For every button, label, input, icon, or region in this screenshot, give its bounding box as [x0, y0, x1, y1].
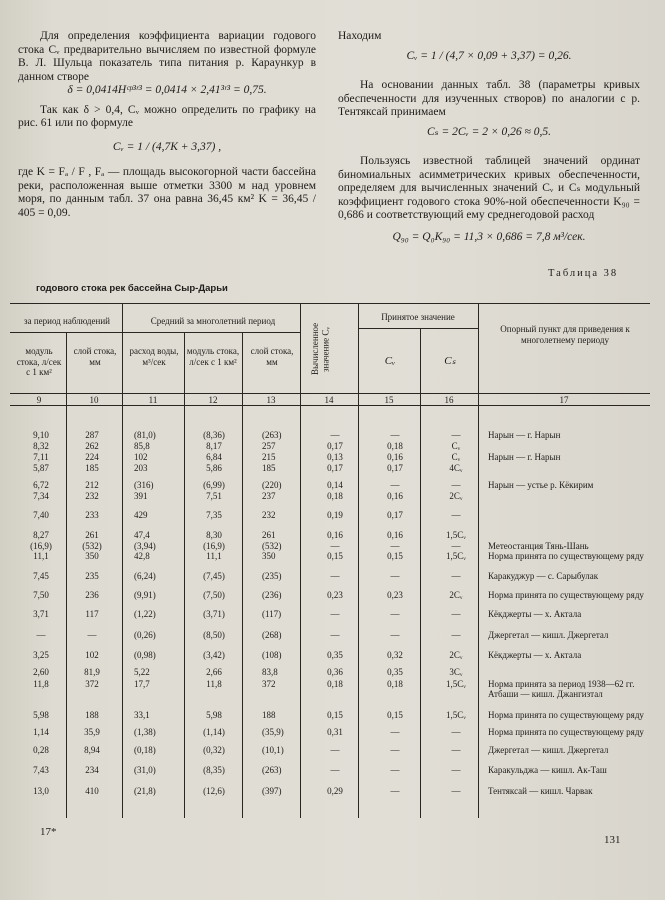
- table-cell: 1,5Cᵥ: [446, 679, 466, 689]
- paragraph: На основании данных табл. 38 (параметры кривых обеспеченности для изученных створов) по аналогии с р. Тентяксай принимаем: [338, 79, 640, 118]
- table-cell: (21,8): [134, 786, 156, 796]
- table-cell: 5,98: [206, 710, 222, 720]
- table-cell: Cᵥ: [451, 441, 461, 451]
- table-cell: 0,23: [327, 590, 343, 600]
- table-cell: 391: [134, 491, 148, 501]
- table-cell: 102: [85, 650, 99, 660]
- col-header-module: модуль стока, л/сек с 1 км²: [16, 346, 62, 377]
- table-cell: 0,16: [387, 491, 403, 501]
- table-cell: 5,98: [33, 710, 49, 720]
- table-cell: —: [330, 745, 340, 755]
- formula: Cₛ = 2Cᵥ = 2 × 0,26 ≈ 0,5.: [427, 125, 551, 138]
- table-cell: 188: [85, 710, 99, 720]
- table-cell: (81,0): [134, 430, 156, 440]
- table-cell: 6,72: [33, 480, 49, 490]
- reference-cell: Норма принята по существующему ряду: [488, 710, 644, 720]
- table-cell: 3,71: [33, 609, 49, 619]
- col-header-discharge: расход воды, м³/сек: [129, 346, 179, 367]
- table-cell: —: [451, 430, 461, 440]
- table-cell: 236: [85, 590, 99, 600]
- table-cell: —: [451, 765, 461, 775]
- table-cell: 17,7: [134, 679, 150, 689]
- table-cell: 185: [262, 463, 276, 473]
- table-top-rule: [10, 303, 650, 304]
- table-cell: 8,27: [33, 530, 49, 540]
- table-cell: (3,71): [203, 609, 225, 619]
- table-cell: 287: [85, 430, 99, 440]
- table-cell: 9,10: [33, 430, 49, 440]
- table-cell: 42,8: [134, 551, 150, 561]
- table-cell: —: [451, 727, 461, 737]
- table-cell: 1,14: [33, 727, 49, 737]
- reference-cell: Нарын — г. Нарын: [488, 452, 561, 462]
- table-cell: 3,25: [33, 650, 49, 660]
- table-cell: 203: [134, 463, 148, 473]
- table-cell: —: [451, 541, 461, 551]
- table-cell: (1,38): [134, 727, 156, 737]
- table-cell: 47,4: [134, 530, 150, 540]
- table-cell: 0,14: [327, 480, 343, 490]
- table-cell: (6,24): [134, 571, 156, 581]
- table-cell: 237: [262, 491, 276, 501]
- table-cell: 0,18: [387, 679, 403, 689]
- paragraph: где K = Fₐ / F , Fₐ — площадь высокогорной части бассейна реки, расположенная выше отметки 3300 м над уровнем моря, по данным табл. 37 она равна 36,45 км² K = 36,45 / 405 = 0,09.: [18, 166, 316, 219]
- table-cell: (268): [262, 630, 282, 640]
- table-cell: 232: [85, 491, 99, 501]
- col-number: 10: [89, 395, 99, 405]
- table-cell: 372: [262, 679, 276, 689]
- col-header-cs: Cₛ: [444, 355, 456, 367]
- reference-cell: Каракуджур — с. Сарыбулак: [488, 571, 599, 581]
- table-cell: 0,18: [327, 679, 343, 689]
- table-cell: 2,60: [33, 667, 49, 677]
- table-cell: —: [390, 541, 400, 551]
- reference-cell: Каракульджа — кишл. Ак-Таш: [488, 765, 607, 775]
- table-cell: 102: [134, 452, 148, 462]
- table-cell: 1,5Cᵥ: [446, 530, 466, 540]
- col-header-layer-longterm: слой стока, мм: [250, 346, 294, 367]
- table-cell: (3,94): [134, 541, 156, 551]
- reference-cell: Норма принята за период 1938—62 гг. Атбаши — кишл. Джангизтал: [488, 679, 635, 699]
- table-caption: Таблица 38: [548, 268, 619, 279]
- group-header-longterm: Средний за многолетний период: [150, 316, 276, 326]
- table-cell: —: [330, 630, 340, 640]
- table-cell: 11,1: [33, 551, 49, 561]
- table-cell: 2Cᵥ: [449, 590, 463, 600]
- col-number: 13: [266, 395, 276, 405]
- table-cell: 0,29: [327, 786, 343, 796]
- table-cell: —: [390, 430, 400, 440]
- paragraph: Пользуясь известной таблицей значений ординат биномиальных асимметрических кривых обеспеченности, определяем для вычисленных значений Cᵥ и Cₛ модульный коэффициент годового стока 90%-ной обеспеченности K₉₀ = 0,686 и соответствующий ему среднегодовой расход: [338, 155, 640, 221]
- table-cell: 0,17: [327, 463, 343, 473]
- table-cell: (16,9): [30, 541, 52, 551]
- table-cell: —: [330, 609, 340, 619]
- group-header-observation: за период наблюдений: [24, 316, 110, 326]
- table-cell: 5,22: [134, 667, 150, 677]
- table-cell: (263): [262, 430, 282, 440]
- table-cell: (117): [262, 609, 282, 619]
- table-cell: —: [390, 745, 400, 755]
- table-cell: 0,13: [327, 452, 343, 462]
- table-cell: 85,8: [134, 441, 150, 451]
- table-cell: —: [451, 609, 461, 619]
- table-cell: 0,18: [387, 441, 403, 451]
- column-rule: [358, 303, 359, 818]
- table-cell: 35,9: [84, 727, 100, 737]
- table-cell: (108): [262, 650, 282, 660]
- group-rule: [10, 332, 300, 333]
- table-cell: Cᵥ: [451, 452, 461, 462]
- table-cell: 6,84: [206, 452, 222, 462]
- table-cell: 13,0: [33, 786, 49, 796]
- table-cell: 4Cᵥ: [449, 463, 463, 473]
- reference-cell: Джергетал — кишл. Джергетал: [488, 745, 609, 755]
- table-cell: 5,87: [33, 463, 49, 473]
- table-cell: 117: [85, 609, 99, 619]
- table-cell: 372: [85, 679, 99, 689]
- table-cell: 188: [262, 710, 276, 720]
- table-cell: 257: [262, 441, 276, 451]
- reference-cell: Кёкджерты — х. Актала: [488, 650, 582, 660]
- table-cell: 7,11: [33, 452, 49, 462]
- table-cell: (31,0): [134, 765, 156, 775]
- col-number: 9: [36, 395, 42, 405]
- table-cell: (532): [82, 541, 102, 551]
- table-cell: 0,17: [327, 441, 343, 451]
- col-header-cv: Cᵥ: [384, 355, 396, 367]
- table-cell: 224: [85, 452, 99, 462]
- table-cell: —: [390, 480, 400, 490]
- table-cell: 0,28: [33, 745, 49, 755]
- table-cell: —: [451, 786, 461, 796]
- table-cell: (220): [262, 480, 282, 490]
- table-cell: 7,40: [33, 510, 49, 520]
- table-cell: 0,17: [387, 463, 403, 473]
- reference-cell: Тентяксай — кишл. Чарвак: [488, 786, 593, 796]
- col-header-computed-cv: Вычисленное значение Cᵥ: [310, 322, 331, 376]
- table-cell: 0,19: [327, 510, 343, 520]
- table-cell: 8,94: [84, 745, 100, 755]
- table-cell: 410: [85, 786, 99, 796]
- table-cell: (236): [262, 590, 282, 600]
- header-rule: [10, 393, 650, 394]
- table-cell: (9,91): [134, 590, 156, 600]
- col-number: 11: [148, 395, 158, 405]
- table-cell: 234: [85, 765, 99, 775]
- table-cell: 261: [262, 530, 276, 540]
- left-text-column: [18, 30, 316, 220]
- table-cell: 0,36: [327, 667, 343, 677]
- reference-cell: Норма принята по существующему ряду: [488, 727, 644, 737]
- table-cell: (263): [262, 765, 282, 775]
- table-cell: (16,9): [203, 541, 225, 551]
- formula: δ = 0,0414Hᶜᵖ³ʳ³ = 0,0414 × 2,41³ʳ³ = 0,75.: [67, 84, 267, 96]
- table-cell: (316): [134, 480, 154, 490]
- table-cell: 11,1: [206, 551, 222, 561]
- table-cell: 0,16: [327, 530, 343, 540]
- paragraph: Так как δ > 0,4, Cᵥ можно определить по графику на рис. 61 или по формуле: [18, 103, 316, 129]
- table-cell: 7,50: [33, 590, 49, 600]
- col-header-module-longterm: модуль стока, л/сек с 1 км²: [186, 346, 240, 367]
- table-cell: —: [390, 571, 400, 581]
- right-text-column: [338, 30, 640, 244]
- table-cell: 0,15: [387, 551, 403, 561]
- table-cell: 7,43: [33, 765, 49, 775]
- table-cell: (7,45): [203, 571, 225, 581]
- table-cell: 2Cᵥ: [449, 650, 463, 660]
- column-rule: [478, 303, 479, 818]
- signature-mark: 17*: [40, 826, 57, 838]
- col-number: 15: [384, 395, 394, 405]
- table-cell: (532): [262, 541, 282, 551]
- table-cell: 350: [262, 551, 276, 561]
- table-cell: 262: [85, 441, 99, 451]
- table-cell: 7,34: [33, 491, 49, 501]
- table-cell: 215: [262, 452, 276, 462]
- table-cell: 8,30: [206, 530, 222, 540]
- column-rule: [242, 333, 243, 818]
- table-cell: —: [451, 571, 461, 581]
- table-cell: (7,50): [203, 590, 225, 600]
- table-cell: 0,16: [387, 452, 403, 462]
- table-cell: (10,1): [262, 745, 284, 755]
- group-rule: [358, 328, 478, 329]
- table-cell: (397): [262, 786, 282, 796]
- table-cell: 11,8: [33, 679, 49, 689]
- table-cell: 33,1: [134, 710, 150, 720]
- table-cell: 0,35: [327, 650, 343, 660]
- col-number: 16: [444, 395, 454, 405]
- table-cell: (35,9): [262, 727, 284, 737]
- col-header-layer: слой стока, мм: [73, 346, 117, 367]
- table-cell: —: [451, 480, 461, 490]
- table-cell: 233: [85, 510, 99, 520]
- table-cell: 7,45: [33, 571, 49, 581]
- col-header-reference: Опорный пункт для приведения к многолетнему периоду: [500, 324, 630, 345]
- table-cell: (8,50): [203, 630, 225, 640]
- table-cell: 350: [85, 551, 99, 561]
- table-cell: 235: [85, 571, 99, 581]
- reference-cell: Норма принята по существующему ряду: [488, 551, 644, 561]
- col-number: 12: [208, 395, 218, 405]
- table-cell: —: [87, 630, 97, 640]
- table-cell: 7,35: [206, 510, 222, 520]
- table-cell: (0,18): [134, 745, 156, 755]
- paragraph: Находим: [338, 30, 382, 42]
- table-cell: 2Cᵥ: [449, 491, 463, 501]
- table-cell: —: [330, 541, 340, 551]
- table-cell: —: [330, 765, 340, 775]
- table-cell: 0,15: [327, 551, 343, 561]
- group-header-accepted: Принятое значение: [381, 312, 455, 322]
- table-title: годового стока рек бассейна Сыр-Дарьи: [36, 283, 228, 294]
- reference-cell: Кёкджерты — х. Актала: [488, 609, 582, 619]
- table-cell: —: [451, 630, 461, 640]
- table-cell: 0,15: [327, 710, 343, 720]
- table-cell: 0,23: [387, 590, 403, 600]
- formula: Cᵥ = 1 / (4,7 × 0,09 + 3,37) = 0,26.: [406, 49, 572, 62]
- table-cell: (0,26): [134, 630, 156, 640]
- table-cell: (0,32): [203, 745, 225, 755]
- table-cell: 232: [262, 510, 276, 520]
- table-cell: 0,35: [387, 667, 403, 677]
- table-cell: 81,9: [84, 667, 100, 677]
- table-cell: (3,42): [203, 650, 225, 660]
- table-cell: 11,8: [206, 679, 222, 689]
- table-cell: —: [390, 630, 400, 640]
- reference-cell: Нарын — г. Нарын: [488, 430, 561, 440]
- table-cell: 212: [85, 480, 99, 490]
- table-cell: 8,32: [33, 441, 49, 451]
- table-cell: (1,14): [203, 727, 225, 737]
- reference-cell: Нарын — устье р. Кёкирим: [488, 480, 594, 490]
- table-cell: 0,17: [387, 510, 403, 520]
- table-cell: (235): [262, 571, 282, 581]
- table-cell: 0,18: [327, 491, 343, 501]
- table-cell: 3Cᵥ: [449, 667, 463, 677]
- table-cell: 0,16: [387, 530, 403, 540]
- table-cell: 2,66: [206, 667, 222, 677]
- table-cell: —: [390, 786, 400, 796]
- page-number: 131: [604, 834, 621, 846]
- table-cell: 429: [134, 510, 148, 520]
- table-cell: —: [330, 571, 340, 581]
- table-cell: (8,35): [203, 765, 225, 775]
- table-cell: 1,5Cᵥ: [446, 710, 466, 720]
- table-cell: (6,99): [203, 480, 225, 490]
- reference-cell: Норма принята по существующему ряду: [488, 590, 644, 600]
- table-cell: —: [36, 630, 46, 640]
- table-cell: (0,98): [134, 650, 156, 660]
- table-cell: 0,15: [387, 710, 403, 720]
- table-cell: —: [330, 430, 340, 440]
- table-cell: —: [390, 727, 400, 737]
- formula: Cᵥ = 1 / (4,7K + 3,37) ,: [112, 140, 222, 153]
- paragraph: Для определения коэффициента вариации годового стока Cᵥ предварительно вычисляем по известной формуле В. Л. Шульца показатель типа питания р. Карaункур в данном створе: [18, 30, 316, 83]
- table-cell: (8,36): [203, 430, 225, 440]
- table-cell: 7,51: [206, 491, 222, 501]
- table-cell: —: [451, 745, 461, 755]
- col-number: 17: [559, 395, 569, 405]
- reference-cell: Метеостанция Тянь-Шань: [488, 541, 589, 551]
- table-cell: (12,6): [203, 786, 225, 796]
- table-cell: (1,22): [134, 609, 156, 619]
- table-cell: 8,17: [206, 441, 222, 451]
- table-cell: 83,8: [262, 667, 278, 677]
- reference-cell: Джергетал — кишл. Джергетал: [488, 630, 609, 640]
- table-cell: —: [451, 510, 461, 520]
- table-cell: 185: [85, 463, 99, 473]
- table-cell: 0,31: [327, 727, 343, 737]
- formula: Q₉₀ = Q₀K₉₀ = 11,3 × 0,686 = 7,8 м³/сек.: [392, 230, 586, 243]
- table-cell: —: [390, 609, 400, 619]
- table-cell: 261: [85, 530, 99, 540]
- table-cell: —: [390, 765, 400, 775]
- table-cell: 5,86: [206, 463, 222, 473]
- table-cell: 1,5Cᵥ: [446, 551, 466, 561]
- col-number: 14: [324, 395, 334, 405]
- table-cell: 0,32: [387, 650, 403, 660]
